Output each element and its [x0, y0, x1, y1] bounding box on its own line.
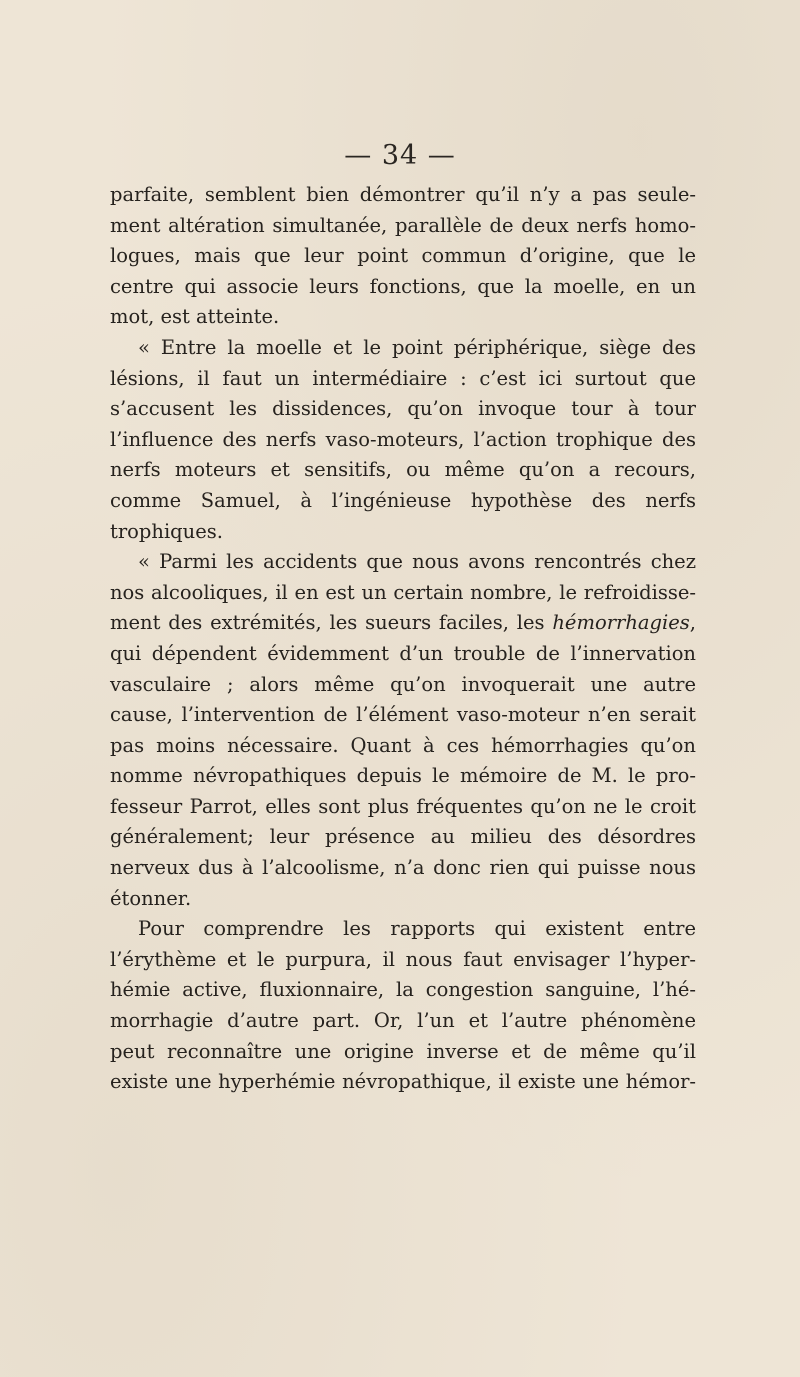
text-line: « Parmi les accidents que nous avons rencontrés chez	[138, 550, 696, 574]
text-line: parfaite, semblent bien démontrer qu’il n’y a pas seule-	[110, 183, 696, 206]
text-line: mot, est atteinte.	[110, 305, 280, 329]
text-line: « Entre la moelle et le point périphérique, siège des	[138, 335, 696, 359]
text-line: généralement; leur présence au milieu des désordres	[110, 825, 696, 849]
text-line: lésions, il faut un intermédiaire : c’est ici surtout que	[110, 366, 696, 390]
text-line: nomme névropathiques depuis le mémoire de M. le pro-	[110, 764, 696, 788]
text-segment: ,	[689, 611, 696, 635]
text-line: centre qui associe leurs fonctions, que la moelle, en un	[110, 274, 696, 298]
text-segment: ment des extrémités, les sueurs faciles, les	[110, 611, 553, 635]
text-line: s’accusent les dissidences, qu’on invoque tour à tour	[110, 397, 696, 421]
text-line: qui dépendent évidemment d’un trouble de l’innervation	[110, 641, 696, 665]
body-text	[110, 180, 696, 1098]
text-line: hémie active, fluxionnaire, la congestion sanguine, l’hé-	[110, 978, 696, 1002]
text-line: vasculaire ; alors même qu’on invoquerait une autre	[110, 672, 696, 696]
text-line: existe une hyperhémie névropathique, il existe une hémor-	[110, 1070, 696, 1094]
text-line: l’érythème et le purpura, il nous faut envisager l’hyper-	[110, 947, 696, 971]
page-number: — 34 —	[344, 140, 456, 171]
text-line: nos alcooliques, il en est un certain nombre, le refroidisse-	[110, 580, 696, 604]
text-line: logues, mais que leur point commun d’origine, que le	[110, 244, 696, 268]
text-line: ment altération simultanée, parallèle de deux nerfs homo-	[110, 213, 696, 237]
text-line: cause, l’intervention de l’élément vaso-moteur n’en serait	[110, 703, 696, 727]
text-line: peut reconnaître une origine inverse et de même qu’il	[110, 1039, 696, 1063]
text-line: nerveux dus à l’alcoolisme, n’a donc rien qui puisse nous	[110, 856, 696, 880]
text-line: l’influence des nerfs vaso-moteurs, l’action trophique des	[110, 427, 696, 451]
text-line	[110, 608, 696, 639]
text-line: pas moins nécessaire. Quant à ces hémorrhagies qu’on	[110, 733, 696, 757]
text-line: comme Samuel, à l’ingénieuse hypothèse des nerfs	[110, 488, 696, 512]
italic-term: hémorrhagies	[552, 611, 690, 635]
text-line: étonner.	[110, 886, 192, 910]
text-line: trophiques.	[110, 519, 223, 543]
text-line: Pour comprendre les rapports qui existent entre	[138, 917, 696, 941]
text-line: fesseur Parrot, elles sont plus fréquentes qu’on ne le croit	[110, 794, 696, 818]
text-line: morrhagie d’autre part. Or, l’un et l’autre phénomène	[110, 1009, 696, 1033]
text-line: nerfs moteurs et sensitifs, ou même qu’on a recours,	[110, 458, 696, 482]
